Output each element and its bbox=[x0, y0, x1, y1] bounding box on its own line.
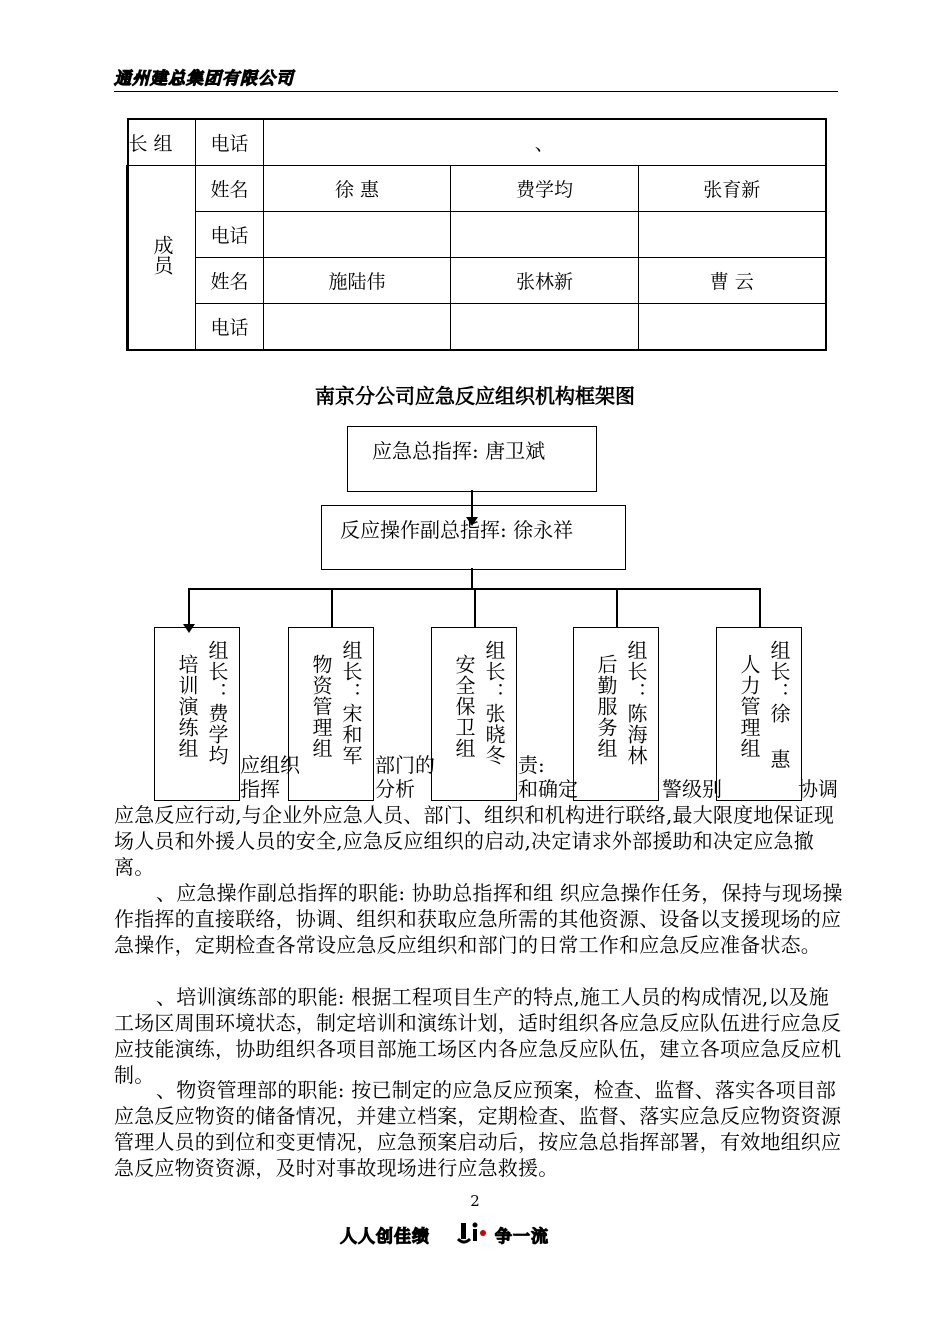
team-leader: 组长：费学均 bbox=[205, 640, 229, 766]
header-rule bbox=[114, 91, 838, 92]
team-name: 安全保卫组 bbox=[452, 654, 476, 759]
connector-line bbox=[331, 588, 333, 628]
team-leader: 组长：张晓冬 bbox=[482, 640, 506, 766]
team-name: 培训演练组 bbox=[175, 654, 199, 759]
text-fragment: 协调 bbox=[798, 777, 838, 801]
table-row bbox=[128, 304, 826, 351]
name-label: 姓名 bbox=[196, 166, 264, 212]
text-fragment: 应组织 bbox=[240, 753, 300, 777]
deputy-box bbox=[321, 505, 626, 570]
team-box-logistics bbox=[573, 627, 659, 801]
text-fragment: 责: bbox=[518, 753, 545, 777]
table-cell bbox=[264, 304, 451, 351]
connector-line bbox=[474, 588, 476, 628]
table-row bbox=[128, 119, 826, 166]
connector-line bbox=[616, 588, 618, 628]
text-fragment: 部门的 bbox=[375, 753, 435, 777]
org-chart-title: 南京分公司应急反应组织机构框架图 bbox=[315, 384, 635, 408]
connector-line bbox=[188, 588, 190, 626]
team-name: 人力管理组 bbox=[737, 654, 761, 759]
slogan-left: 人人创佳绩 bbox=[340, 1227, 430, 1247]
table-cell: 曹 云 bbox=[639, 258, 826, 304]
table-row bbox=[128, 258, 826, 304]
table-cell: 张林新 bbox=[451, 258, 639, 304]
phone-label: 电话 bbox=[196, 119, 264, 166]
text-fragment: 和确定 bbox=[518, 777, 578, 801]
slogan-right: 争一流 bbox=[495, 1227, 549, 1247]
commander-box bbox=[347, 426, 597, 492]
team-box-training bbox=[154, 627, 240, 801]
company-name: 通州建总集团有限公司 bbox=[114, 69, 294, 89]
team-leader: 组长：徐 惠 bbox=[767, 640, 791, 770]
paragraph-materials-duties: 、物资管理部的职能: 按已制定的应急反应预案，检查、监督、落实各项目部应急反应物资的储备情况，并建立档案，定期检查、监督、落实应急反应物资资源管理人员的到位和变更情况，应急预案启动后，按应急总指挥部署，有效地组织应急反应物资资源，及时对事故现场进行应急救援。 bbox=[114, 1078, 842, 1180]
commander-label: 应急总指挥: 唐卫斌 bbox=[372, 439, 546, 463]
paragraph-deputy-duties: 、应急操作副总指挥的职能: 协助总指挥和组 织应急操作任务，保持与现场操作指挥的直接联络，协调、组织和获取应急所需的其他资源、设备以支援现场的应急操作，定期检查各常设应急反应组织和部门的日常工作和应急反应准备状态。 bbox=[114, 881, 843, 957]
team-name: 后勤服务组 bbox=[594, 654, 618, 759]
paragraph-training-duties: 、培训演练部的职能: 根据工程项目生产的特点,施工人员的构成情况,以及施工场区周围环境状态，制定培训和演练计划，适时组织各应急反应队伍进行应急反应技能演练，协助组织各项目部施工场区内各应急反应队伍，建立各项应急反应机制。 bbox=[114, 985, 842, 1087]
connector-line bbox=[759, 588, 761, 628]
table-cell: 徐 惠 bbox=[264, 166, 451, 212]
text-fragment: 警级别 bbox=[662, 777, 722, 801]
team-box-hr bbox=[716, 627, 802, 801]
text-fragment: 指挥 bbox=[240, 777, 280, 801]
paragraph-commander-duties: 应急反应行动,与企业外应急人员、部门、组织和机构进行联络,最大限度地保证现场人员和外援人员的安全,应急反应组织的启动,决定请求外部援助和决定应急撤离。 bbox=[114, 803, 835, 879]
logo-icon bbox=[457, 1221, 491, 1245]
deputy-label: 反应操作副总指挥: 徐永祥 bbox=[340, 518, 574, 542]
table-cell bbox=[639, 304, 826, 351]
table-cell bbox=[451, 304, 639, 351]
team-box-security bbox=[431, 627, 517, 801]
team-box-materials bbox=[288, 627, 374, 801]
phone-label: 电话 bbox=[196, 212, 264, 258]
members-table bbox=[126, 118, 827, 351]
table-cell: 张育新 bbox=[639, 166, 826, 212]
table-cell bbox=[451, 212, 639, 258]
text-fragment: 分析 bbox=[375, 777, 415, 801]
phone-value: 、 bbox=[264, 119, 826, 166]
table-cell: 施陆伟 bbox=[264, 258, 451, 304]
table-cell: 费学均 bbox=[451, 166, 639, 212]
team-leader: 组长：宋和军 bbox=[339, 640, 363, 766]
table-row bbox=[128, 212, 826, 258]
phone-label: 电话 bbox=[196, 304, 264, 351]
table-row bbox=[128, 166, 826, 212]
team-leader: 组长：陈海林 bbox=[624, 640, 648, 766]
connector-line bbox=[471, 568, 473, 589]
leader-group-label: 长 组 bbox=[128, 119, 196, 166]
team-name: 物资管理组 bbox=[309, 654, 333, 759]
page-number: 2 bbox=[470, 1192, 480, 1210]
table-cell bbox=[639, 212, 826, 258]
members-label: 成员 bbox=[128, 166, 196, 351]
name-label: 姓名 bbox=[196, 258, 264, 304]
table-cell bbox=[264, 212, 451, 258]
